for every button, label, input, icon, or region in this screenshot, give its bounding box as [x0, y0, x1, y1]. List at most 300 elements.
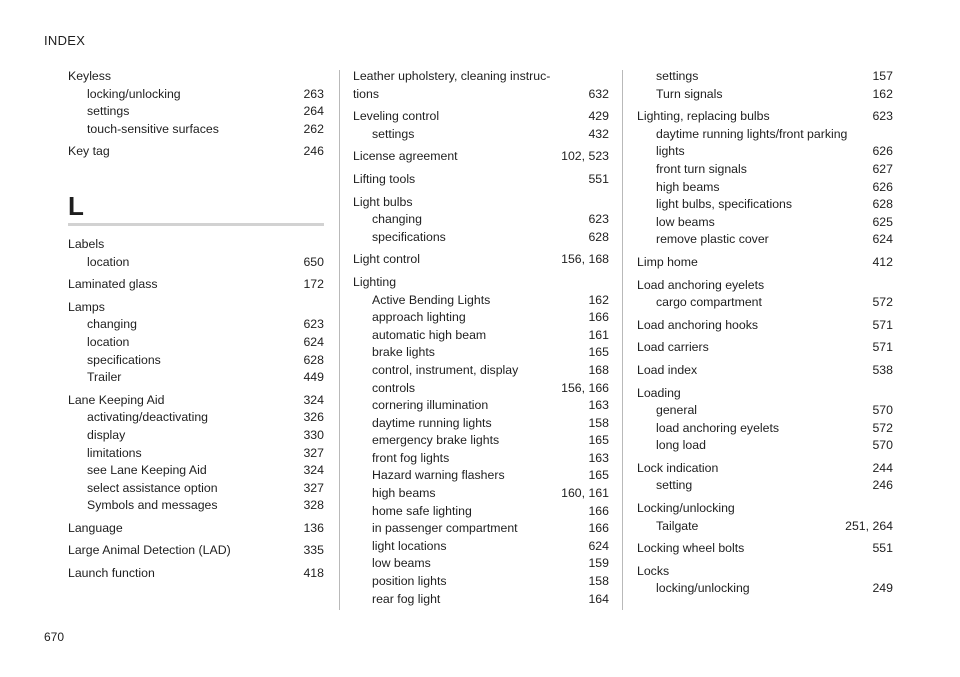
index-term — [637, 460, 893, 478]
term-text: Leather upholstery, cleaning instruc- — [353, 69, 551, 83]
term-text: front fog lights — [372, 450, 450, 465]
index-subentry — [68, 352, 324, 370]
index-subentry — [637, 294, 893, 312]
term-text: Lifting tools — [353, 171, 416, 186]
subentry-label — [656, 437, 706, 455]
page-reference — [885, 277, 893, 295]
term-text: Large Animal Detection (LAD) — [68, 543, 231, 558]
index-subentry — [637, 477, 893, 495]
index-subentry — [637, 231, 893, 249]
index-subentry — [353, 467, 609, 485]
term-text: front turn signals — [656, 161, 747, 176]
index-subentry — [637, 437, 893, 455]
index-subentry — [353, 415, 609, 433]
page-reference: 551 — [872, 541, 893, 556]
index-header: INDEX — [44, 33, 86, 48]
index-term — [68, 68, 324, 86]
index-entry — [637, 500, 893, 535]
index-subentry — [637, 179, 893, 197]
index-subentry — [68, 462, 324, 480]
subentry-label — [87, 103, 129, 121]
page-reference: 327 — [303, 480, 324, 495]
term-text: Active Bending Lights — [372, 292, 491, 307]
page-reference: 572 — [872, 420, 893, 435]
letter-heading — [68, 191, 324, 226]
subentry-label — [656, 402, 697, 420]
page-reference: 324 — [303, 392, 324, 407]
page-reference: 166 — [588, 521, 609, 536]
page-reference: 166 — [588, 503, 609, 518]
term-label — [68, 392, 164, 410]
page-reference: 572 — [872, 295, 893, 310]
index-subentry — [637, 214, 893, 232]
term-label — [68, 565, 155, 583]
index-subentry — [353, 292, 609, 310]
term-label — [637, 500, 735, 518]
index-term — [68, 520, 324, 538]
index-subentry — [353, 344, 609, 362]
term-label — [68, 236, 104, 254]
term-text: settings — [656, 69, 699, 83]
page-reference: 551 — [588, 171, 609, 186]
index-entry — [68, 299, 324, 387]
index-subentry — [68, 334, 324, 352]
index-term — [353, 194, 609, 212]
index-subentry — [353, 573, 609, 591]
page-reference: 328 — [303, 498, 324, 513]
subentry-label — [87, 445, 142, 463]
page-reference: 449 — [303, 370, 324, 385]
page-reference — [885, 500, 893, 518]
term-label — [68, 276, 158, 294]
index-subentry — [353, 538, 609, 556]
term-text: light bulbs, specifications — [656, 197, 793, 212]
page-reference: 570 — [872, 438, 893, 453]
term-label — [68, 520, 123, 538]
subentry-label — [372, 467, 505, 485]
page-reference: 623 — [303, 317, 324, 332]
page-reference — [316, 236, 324, 254]
page-reference: 632 — [588, 86, 609, 101]
page-reference: 163 — [588, 398, 609, 413]
term-label — [68, 542, 231, 560]
page-reference: 159 — [588, 556, 609, 571]
index-entry — [637, 339, 893, 357]
index-entry — [353, 171, 609, 189]
subentry-label — [372, 538, 447, 556]
index-term — [353, 108, 609, 126]
term-text: Hazard warning flashers — [372, 468, 505, 483]
page-reference: 626 — [872, 144, 893, 159]
index-entry — [637, 540, 893, 558]
term-text: Labels — [68, 236, 105, 251]
page-reference: 418 — [303, 566, 324, 581]
term-label — [353, 108, 439, 126]
page-reference: 165 — [588, 433, 609, 448]
page-reference: 626 — [872, 179, 893, 194]
subentry-label — [372, 503, 472, 521]
index-term — [637, 277, 893, 295]
term-text: long load — [656, 438, 706, 453]
index-subentry — [353, 397, 609, 415]
index-entry — [637, 385, 893, 455]
page-reference: 172 — [303, 277, 324, 292]
page-reference: 251, 264 — [845, 518, 893, 533]
index-subentry — [353, 503, 609, 521]
index-term — [637, 108, 893, 126]
index-entry — [68, 236, 324, 271]
index-term — [68, 565, 324, 583]
term-label — [637, 277, 764, 295]
page-reference — [601, 274, 609, 292]
page-reference: 623 — [588, 212, 609, 227]
index-column-3 — [637, 68, 893, 603]
term-text: Tailgate — [656, 518, 699, 533]
page-reference: 246 — [872, 478, 893, 493]
term-text: Locks — [637, 563, 670, 578]
term-text: Lighting — [353, 274, 397, 289]
index-entry — [637, 108, 893, 249]
term-text: position lights — [372, 574, 447, 589]
page-reference: 246 — [303, 144, 324, 159]
page-reference: 164 — [588, 591, 609, 606]
term-text: Lane Keeping Aid — [68, 392, 165, 407]
page-reference — [316, 299, 324, 317]
index-subentry — [353, 126, 609, 144]
term-text: automatic high beam — [372, 327, 487, 342]
index-subentry — [637, 518, 893, 536]
index-term — [353, 148, 609, 166]
index-subentry — [353, 309, 609, 327]
term-text: settings — [372, 126, 415, 141]
index-subentry — [353, 229, 609, 247]
subentry-label — [87, 86, 181, 104]
term-text: Turn signals — [656, 86, 723, 101]
page-reference: 330 — [303, 427, 324, 442]
term-label — [353, 251, 420, 269]
page-reference: 650 — [303, 254, 324, 269]
subentry-label — [656, 580, 750, 598]
index-column-1 — [68, 68, 324, 588]
index-entry — [68, 68, 324, 138]
term-text: see Lane Keeping Aid — [87, 463, 207, 478]
index-subentry — [68, 316, 324, 334]
term-text: select assistance option — [87, 480, 218, 495]
subentry-label — [372, 344, 435, 362]
index-subentry — [353, 450, 609, 468]
term-label — [637, 362, 697, 380]
index-subentry — [68, 86, 324, 104]
subentry-label — [656, 68, 698, 86]
term-text: in passenger compartment — [372, 521, 518, 536]
term-text: Keyless — [68, 69, 112, 83]
subentry-label — [656, 161, 747, 179]
index-subentry — [68, 369, 324, 387]
subentry-label — [372, 591, 440, 609]
term-label — [353, 148, 458, 166]
term-label — [637, 317, 758, 335]
subentry-label — [372, 397, 488, 415]
index-entry — [68, 143, 324, 161]
index-entry — [637, 317, 893, 335]
index-entry — [353, 68, 609, 103]
term-text: specifications — [87, 352, 161, 367]
term-text: home safe lighting — [372, 503, 472, 518]
index-subentry — [353, 211, 609, 229]
term-label — [68, 299, 105, 317]
index-subentry — [353, 485, 609, 503]
subentry-label — [87, 497, 218, 515]
page-reference: 571 — [872, 340, 893, 355]
term-label — [637, 540, 744, 558]
term-text: Locking/unlocking — [637, 501, 735, 516]
index-subentry — [68, 409, 324, 427]
index-subentry — [637, 196, 893, 214]
index-term — [353, 171, 609, 189]
term-text: Load anchoring hooks — [637, 317, 759, 332]
index-term — [68, 236, 324, 254]
term-text: approach lighting — [372, 310, 466, 325]
page-reference: 335 — [303, 543, 324, 558]
term-label — [353, 68, 550, 103]
index-term — [353, 251, 609, 269]
index-entry — [68, 276, 324, 294]
subentry-label — [372, 292, 490, 310]
term-text: Load carriers — [637, 340, 709, 355]
index-subentry — [68, 254, 324, 272]
subentry-label — [87, 480, 218, 498]
subentry-label — [656, 126, 847, 161]
index-entry — [353, 108, 609, 143]
subentry-label — [372, 573, 447, 591]
page-reference: 244 — [872, 460, 893, 475]
page-reference: 624 — [303, 334, 324, 349]
term-text: Key tag — [68, 144, 110, 159]
page-reference: 262 — [303, 121, 324, 136]
index-term — [637, 563, 893, 581]
term-text: Laminated glass — [68, 277, 158, 292]
term-label — [68, 143, 110, 161]
index-entry — [637, 277, 893, 312]
page-reference: 324 — [303, 463, 324, 478]
subentry-label — [87, 121, 219, 139]
page-reference: 102, 523 — [561, 149, 609, 164]
term-text-continued: tions — [353, 86, 379, 101]
index-term — [637, 339, 893, 357]
index-subentry — [353, 432, 609, 450]
page-reference: 625 — [872, 214, 893, 229]
subentry-label — [656, 179, 720, 197]
page-reference: 249 — [872, 581, 893, 596]
term-text: remove plastic cover — [656, 232, 769, 247]
page-reference: 429 — [588, 109, 609, 124]
term-text: setting — [656, 478, 693, 493]
page-reference: 623 — [872, 109, 893, 124]
subentry-label — [87, 316, 137, 334]
index-entry — [353, 148, 609, 166]
term-text: License agreement — [353, 149, 458, 164]
term-text: rear fog light — [372, 591, 441, 606]
page-reference: 165 — [588, 345, 609, 360]
page-reference: 156, 166 — [561, 380, 609, 395]
column-divider — [622, 70, 623, 610]
page-reference: 627 — [872, 161, 893, 176]
index-subentry — [68, 121, 324, 139]
page-reference: 326 — [303, 410, 324, 425]
page-reference: 166 — [588, 310, 609, 325]
index-term — [68, 143, 324, 161]
term-text: cargo compartment — [656, 295, 762, 310]
term-label — [637, 460, 718, 478]
page-reference: 624 — [872, 232, 893, 247]
page-reference: 432 — [588, 126, 609, 141]
page-reference: 165 — [588, 468, 609, 483]
term-text: changing — [372, 212, 422, 227]
term-text: Lamps — [68, 299, 105, 314]
term-text: display — [87, 427, 126, 442]
page-reference: 570 — [872, 403, 893, 418]
term-text: activating/deactivating — [87, 410, 208, 425]
term-text: daytime running lights/front parking — [656, 126, 848, 141]
index-subentry — [353, 555, 609, 573]
term-text: Leveling control — [353, 109, 440, 124]
term-text: general — [656, 403, 698, 418]
page-reference: 157 — [872, 69, 893, 83]
term-text: Trailer — [87, 370, 122, 385]
term-text: controls — [372, 380, 416, 395]
index-subentry — [353, 327, 609, 345]
term-label — [353, 194, 412, 212]
subentry-label — [656, 214, 715, 232]
index-term — [637, 254, 893, 272]
subentry-label — [372, 555, 431, 573]
term-text: locking/unlocking — [87, 86, 181, 101]
subentry-label — [87, 409, 208, 427]
page-reference: 158 — [588, 415, 609, 430]
entries-l — [68, 236, 324, 583]
index-term — [353, 274, 609, 292]
term-text: Loading — [637, 385, 681, 400]
page-reference: 160, 161 — [561, 486, 609, 501]
term-label — [637, 385, 681, 403]
term-text: emergency brake lights — [372, 433, 500, 448]
index-entry — [637, 254, 893, 272]
term-text: Load index — [637, 362, 698, 377]
subentry-label — [87, 427, 125, 445]
subentry-label — [372, 415, 492, 433]
term-text: Lighting, replacing bulbs — [637, 109, 770, 124]
index-entry — [68, 565, 324, 583]
index-entry — [637, 563, 893, 598]
subentry-label — [372, 327, 486, 345]
subentry-label — [87, 254, 129, 272]
index-entry — [353, 194, 609, 247]
term-text: load anchoring eyelets — [656, 420, 780, 435]
index-term — [68, 542, 324, 560]
page-reference: 571 — [872, 317, 893, 332]
page-reference: 163 — [588, 450, 609, 465]
term-text: Symbols and messages — [87, 498, 218, 513]
term-label — [353, 171, 415, 189]
index-entry — [68, 392, 324, 515]
section-letter: L — [68, 190, 84, 221]
entries — [637, 108, 893, 598]
subentry-label — [372, 450, 449, 468]
subentry-label — [372, 520, 518, 538]
page-reference: 162 — [588, 292, 609, 307]
term-label — [637, 563, 669, 581]
entries-k — [68, 68, 324, 161]
term-text: low beams — [656, 214, 715, 229]
term-text: brake lights — [372, 345, 435, 360]
term-text: control, instrument, display — [372, 362, 519, 377]
index-subentry — [353, 520, 609, 538]
term-text: limitations — [87, 445, 142, 460]
index-term — [637, 385, 893, 403]
index-subentry — [637, 126, 893, 161]
term-label — [637, 339, 709, 357]
term-text: Limp home — [637, 254, 698, 269]
column-divider — [339, 70, 340, 610]
subentry-label — [372, 362, 518, 380]
term-text: Light bulbs — [353, 194, 413, 209]
term-text-continued: lights — [656, 144, 685, 159]
index-term — [637, 317, 893, 335]
index-subentry — [353, 380, 609, 398]
term-label — [353, 274, 396, 292]
subentry-label — [656, 518, 698, 536]
page-reference: 538 — [872, 362, 893, 377]
letter-rule — [68, 223, 324, 226]
subentry-label — [372, 380, 415, 398]
term-text: cornering illumination — [372, 398, 489, 413]
index-subentry — [637, 68, 893, 86]
index-subentry — [68, 480, 324, 498]
page-reference: 136 — [303, 520, 324, 535]
index-subentry — [637, 86, 893, 104]
index-subentry — [353, 591, 609, 609]
page-reference: 168 — [588, 362, 609, 377]
term-label — [68, 68, 111, 86]
page-reference: 263 — [303, 86, 324, 101]
subentry-label — [372, 126, 414, 144]
index-subentry — [637, 402, 893, 420]
page-reference: 628 — [588, 229, 609, 244]
continued-entries — [637, 68, 893, 103]
index-subentry — [637, 161, 893, 179]
term-text: changing — [87, 317, 137, 332]
page-reference: 624 — [588, 538, 609, 553]
subentry-label — [372, 432, 499, 450]
index-subentry — [637, 580, 893, 598]
term-text: high beams — [372, 486, 436, 501]
page-reference: 628 — [303, 352, 324, 367]
index-subentry — [68, 497, 324, 515]
page-reference: 158 — [588, 574, 609, 589]
index-subentry — [353, 362, 609, 380]
index-column-2 — [353, 68, 609, 613]
subentry-label — [372, 309, 466, 327]
index-term — [637, 500, 893, 518]
term-text: location — [87, 254, 130, 269]
subentry-label — [656, 196, 792, 214]
index-subentry — [637, 420, 893, 438]
term-text: high beams — [656, 179, 720, 194]
term-text: Launch function — [68, 566, 155, 581]
page-reference: 162 — [872, 86, 893, 101]
index-entry — [353, 274, 609, 608]
index-entry — [637, 362, 893, 380]
